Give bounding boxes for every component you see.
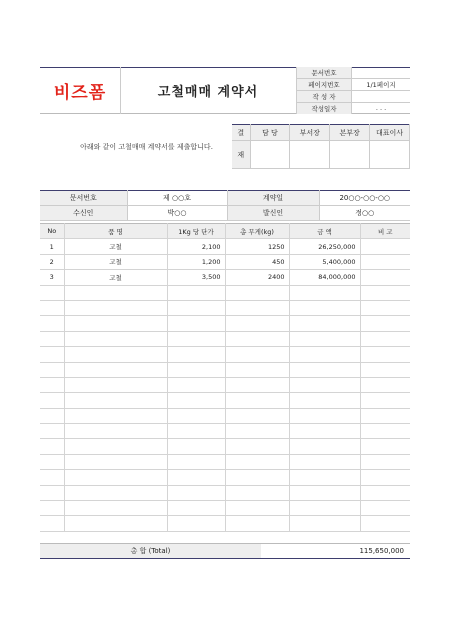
contract-info-table: [40, 190, 410, 221]
cell-total-weight[interactable]: [225, 393, 289, 408]
table-row: [40, 362, 410, 377]
sender-value[interactable]: 정○○: [319, 206, 410, 221]
cell-unit-price[interactable]: [167, 300, 225, 315]
cell-unit-price[interactable]: 1,200: [167, 254, 225, 269]
items-table: [40, 223, 410, 532]
cell-amount[interactable]: [289, 439, 360, 454]
cell-amount[interactable]: 26,250,000: [289, 239, 360, 254]
total-label: 총 합 (Total): [40, 544, 261, 559]
meta-row: [297, 79, 411, 91]
cell-no[interactable]: 3: [40, 270, 64, 285]
cell-total-weight[interactable]: 1250: [225, 239, 289, 254]
cell-unit-price[interactable]: [167, 516, 225, 531]
cell-item-name[interactable]: 고철: [64, 254, 167, 269]
meta-value[interactable]: [352, 91, 411, 103]
table-row: [40, 316, 410, 331]
cell-remarks[interactable]: [360, 485, 410, 500]
header-item-name: 품 명: [64, 224, 167, 239]
approval-header-division-head: 본부장: [330, 125, 370, 141]
cell-amount[interactable]: [289, 300, 360, 315]
cell-item-name[interactable]: [64, 485, 167, 500]
meta-label: 작성일자: [297, 102, 352, 114]
cell-item-name[interactable]: [64, 377, 167, 392]
header-remarks: 비 고: [360, 224, 410, 239]
table-row: [40, 254, 410, 269]
cell-no[interactable]: [40, 362, 64, 377]
cell-remarks[interactable]: [360, 239, 410, 254]
cell-no[interactable]: [40, 300, 64, 315]
signature-cell-division-head[interactable]: [330, 141, 370, 169]
cell-remarks[interactable]: [360, 393, 410, 408]
cell-total-weight[interactable]: [225, 347, 289, 362]
cell-item-name[interactable]: [64, 439, 167, 454]
cell-item-name[interactable]: [64, 393, 167, 408]
table-row: [40, 439, 410, 454]
cell-item-name[interactable]: [64, 501, 167, 516]
cell-unit-price[interactable]: [167, 347, 225, 362]
cell-total-weight[interactable]: [225, 408, 289, 423]
total-row: [40, 543, 410, 559]
cell-amount[interactable]: [289, 424, 360, 439]
cell-amount[interactable]: 84,000,000: [289, 270, 360, 285]
table-row: [40, 424, 410, 439]
cell-no[interactable]: [40, 347, 64, 362]
cell-no[interactable]: [40, 393, 64, 408]
cell-total-weight[interactable]: [225, 331, 289, 346]
approval-header-manager: 담 당: [250, 125, 290, 141]
cell-remarks[interactable]: [360, 316, 410, 331]
doc-no-value[interactable]: 제 ○○호: [127, 191, 227, 206]
cell-item-name[interactable]: [64, 316, 167, 331]
cell-remarks[interactable]: [360, 501, 410, 516]
cell-no[interactable]: [40, 377, 64, 392]
cell-total-weight[interactable]: [225, 316, 289, 331]
cell-unit-price[interactable]: [167, 439, 225, 454]
cell-remarks[interactable]: [360, 331, 410, 346]
meta-value[interactable]: [352, 67, 411, 79]
document-meta-table: [296, 67, 410, 114]
cell-item-name[interactable]: [64, 408, 167, 423]
cell-amount[interactable]: [289, 470, 360, 485]
cell-unit-price[interactable]: 3,500: [167, 270, 225, 285]
table-row: [40, 454, 410, 469]
signature-cell-manager[interactable]: [250, 141, 290, 169]
cell-amount[interactable]: [289, 454, 360, 469]
cell-unit-price[interactable]: [167, 285, 225, 300]
cell-remarks[interactable]: [360, 424, 410, 439]
bizform-logo: 비즈폼: [53, 83, 107, 103]
cell-no[interactable]: [40, 470, 64, 485]
cell-remarks[interactable]: [360, 300, 410, 315]
cell-unit-price[interactable]: [167, 424, 225, 439]
table-row: [40, 501, 410, 516]
cell-remarks[interactable]: [360, 516, 410, 531]
cell-amount[interactable]: [289, 485, 360, 500]
cell-item-name[interactable]: [64, 424, 167, 439]
cell-unit-price[interactable]: [167, 485, 225, 500]
cell-unit-price[interactable]: [167, 501, 225, 516]
table-row: [40, 485, 410, 500]
table-row: [40, 470, 410, 485]
cell-amount[interactable]: [289, 377, 360, 392]
page-title: 고철매매 계약서: [157, 85, 259, 100]
approval-header-dept-head: 부서장: [290, 125, 330, 141]
table-row: [40, 377, 410, 392]
table-row: [40, 239, 410, 254]
cell-total-weight[interactable]: [225, 501, 289, 516]
meta-value[interactable]: . . .: [375, 104, 387, 113]
cell-unit-price[interactable]: [167, 377, 225, 392]
header-no: No: [40, 224, 64, 239]
cell-remarks[interactable]: [360, 270, 410, 285]
table-row: [40, 408, 410, 423]
cell-no[interactable]: [40, 285, 64, 300]
contract-date-value[interactable]: 20○○-○○-○○: [319, 191, 410, 206]
signature-cell-dept-head[interactable]: [290, 141, 330, 169]
header-total-weight: 총 무게(kg): [225, 224, 289, 239]
table-row: [40, 347, 410, 362]
cell-no[interactable]: [40, 331, 64, 346]
cell-item-name[interactable]: [64, 516, 167, 531]
header-amount: 금 액: [289, 224, 360, 239]
cell-amount[interactable]: [289, 501, 360, 516]
signature-cell-ceo[interactable]: [370, 141, 410, 169]
cell-amount[interactable]: 5,400,000: [289, 254, 360, 269]
cell-amount[interactable]: [289, 393, 360, 408]
cell-unit-price[interactable]: [167, 393, 225, 408]
cell-amount[interactable]: [289, 316, 360, 331]
approval-side-top: 결: [232, 125, 250, 141]
cell-amount[interactable]: [289, 362, 360, 377]
table-row: [40, 285, 410, 300]
cell-remarks[interactable]: [360, 408, 410, 423]
cell-total-weight[interactable]: 2400: [225, 270, 289, 285]
cell-total-weight[interactable]: [225, 485, 289, 500]
cell-remarks[interactable]: [360, 454, 410, 469]
cell-unit-price[interactable]: [167, 331, 225, 346]
cell-item-name[interactable]: [64, 470, 167, 485]
cell-remarks[interactable]: [360, 439, 410, 454]
cell-no[interactable]: 1: [40, 239, 64, 254]
table-row: [40, 331, 410, 346]
cell-no[interactable]: [40, 485, 64, 500]
cell-amount[interactable]: [289, 347, 360, 362]
cell-no[interactable]: 2: [40, 254, 64, 269]
cell-amount[interactable]: [289, 331, 360, 346]
cell-total-weight[interactable]: 450: [225, 254, 289, 269]
cell-item-name[interactable]: [64, 347, 167, 362]
cell-no[interactable]: [40, 501, 64, 516]
cell-unit-price[interactable]: [167, 454, 225, 469]
doc-no-label: 문서번호: [40, 191, 127, 206]
cell-total-weight[interactable]: [225, 470, 289, 485]
cell-total-weight[interactable]: [225, 362, 289, 377]
cell-item-name[interactable]: [64, 362, 167, 377]
approval-box: [232, 124, 410, 169]
table-row: [40, 516, 410, 531]
meta-row: [297, 67, 411, 79]
cell-remarks[interactable]: [360, 470, 410, 485]
table-row: [40, 393, 410, 408]
meta-label: 페이지번호: [297, 79, 352, 91]
cell-amount[interactable]: [289, 285, 360, 300]
cell-remarks[interactable]: [360, 377, 410, 392]
cell-item-name[interactable]: 고철: [64, 239, 167, 254]
meta-label: 문서번호: [297, 67, 352, 79]
cell-item-name[interactable]: [64, 331, 167, 346]
header-unit-price: 1Kg 당 단가: [167, 224, 225, 239]
cell-unit-price[interactable]: [167, 408, 225, 423]
cell-total-weight[interactable]: [225, 439, 289, 454]
sender-label: 발신인: [227, 206, 319, 221]
cell-no[interactable]: [40, 454, 64, 469]
cell-unit-price[interactable]: [167, 316, 225, 331]
receiver-value[interactable]: 박○○: [127, 206, 227, 221]
cell-no[interactable]: [40, 424, 64, 439]
meta-row: [297, 91, 411, 103]
cell-remarks[interactable]: [360, 285, 410, 300]
cell-no[interactable]: [40, 439, 64, 454]
meta-value[interactable]: 1/1페이지: [352, 79, 411, 91]
cell-total-weight[interactable]: [225, 454, 289, 469]
approval-side-bottom: 재: [232, 141, 250, 169]
cell-item-name[interactable]: 고철: [64, 270, 167, 285]
meta-label: 작 성 자: [297, 91, 352, 103]
cell-remarks[interactable]: [360, 347, 410, 362]
cell-unit-price[interactable]: [167, 362, 225, 377]
cell-total-weight[interactable]: [225, 424, 289, 439]
cell-unit-price[interactable]: 2,100: [167, 239, 225, 254]
cell-no[interactable]: [40, 516, 64, 531]
cell-remarks[interactable]: [360, 254, 410, 269]
cell-item-name[interactable]: [64, 454, 167, 469]
cell-total-weight[interactable]: [225, 516, 289, 531]
cell-total-weight[interactable]: [225, 300, 289, 315]
cell-amount[interactable]: [289, 408, 360, 423]
table-row: [40, 300, 410, 315]
approval-header-ceo: 대표이사: [370, 125, 410, 141]
total-value: 115,650,000: [359, 547, 404, 555]
cell-unit-price[interactable]: [167, 470, 225, 485]
cell-no[interactable]: [40, 316, 64, 331]
cell-item-name[interactable]: [64, 285, 167, 300]
meta-row: [297, 102, 411, 114]
items-header-row: [40, 224, 410, 239]
cell-no[interactable]: [40, 408, 64, 423]
cell-total-weight[interactable]: [225, 377, 289, 392]
table-row: [40, 270, 410, 285]
receiver-label: 수신인: [40, 206, 127, 221]
cell-total-weight[interactable]: [225, 285, 289, 300]
contract-date-label: 계약일: [227, 191, 319, 206]
cell-amount[interactable]: [289, 516, 360, 531]
cell-item-name[interactable]: [64, 300, 167, 315]
intro-text: 아래와 같이 고철매매 계약서를 제출합니다.: [80, 143, 213, 151]
cell-remarks[interactable]: [360, 362, 410, 377]
